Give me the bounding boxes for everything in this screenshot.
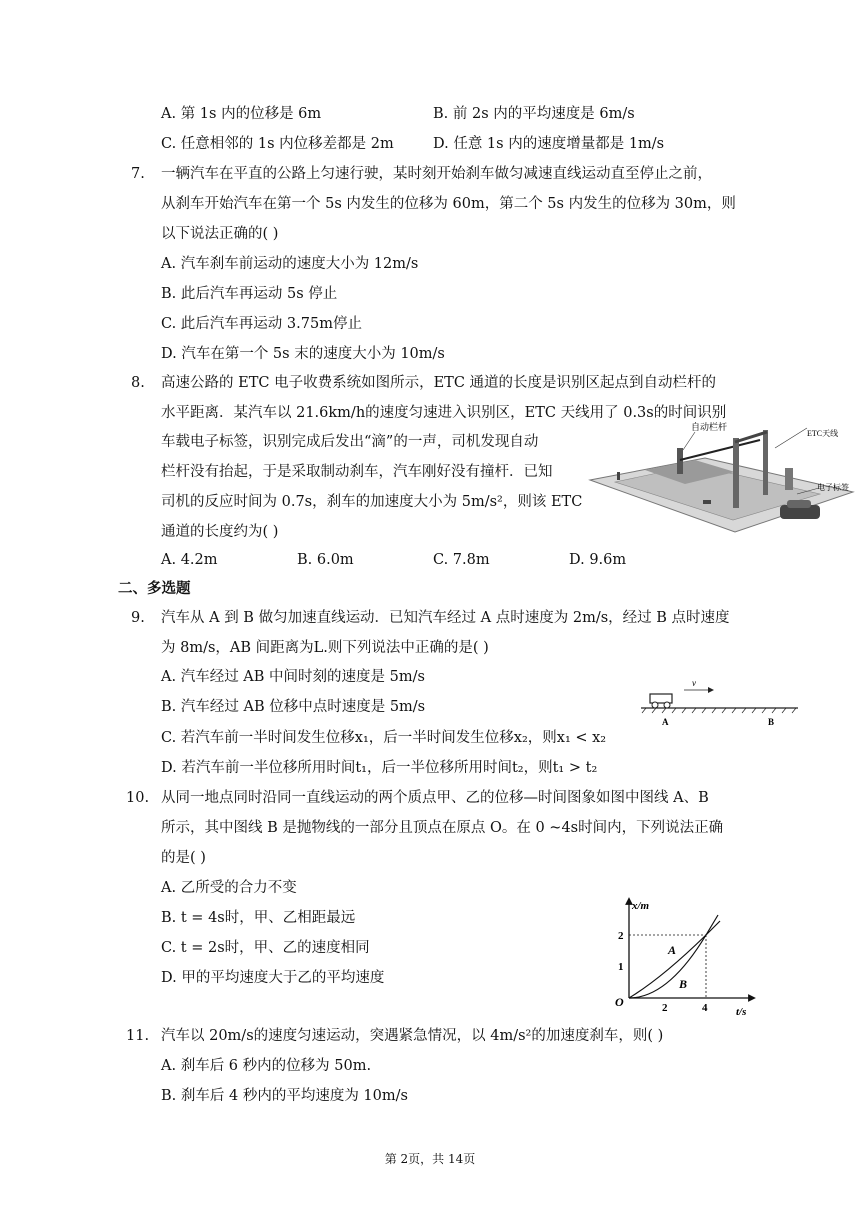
q10-line-3: 的是( ) (161, 850, 206, 866)
q6-option-b: B. 前 2s 内的平均速度是 6m/s (433, 106, 635, 122)
q9-line-2: 为 8m/s，AB 间距离为L.则下列说法中正确的是( ) (161, 640, 489, 656)
q10-option-a: A. 乙所受的合力不变 (161, 880, 297, 896)
q9-a-label: A (662, 717, 669, 727)
x-tick-4: 4 (702, 1002, 708, 1014)
etc-tag-label: 电子标签 (817, 483, 849, 492)
q9-v-label: v (692, 678, 696, 688)
q9-option-c: C. 若汽车前一半时间发生位移x₁，后一半时间发生位移x₂，则x₁ < x₂ (161, 730, 607, 746)
q6-option-d: D. 任意 1s 内的速度增量都是 1m/s (433, 136, 665, 152)
q7-line-3: 以下说法正确的( ) (161, 226, 279, 242)
x-axis-label: t/s (736, 1006, 747, 1018)
q8-line-6: 通道的长度约为( ) (161, 524, 279, 540)
q10-line-1: 从同一地点同时沿同一直线运动的两个质点甲、乙的位移—时间图象如图中图线 A、B (161, 790, 709, 806)
q11-option-b: B. 刹车后 4 秒内的平均速度为 10m/s (161, 1088, 408, 1104)
q10-line-2: 所示，其中图线 B 是抛物线的一部分且顶点在原点 O。在 0 ~4s时间内，下列说法正确 (161, 820, 724, 836)
q8-line-1: 高速公路的 ETC 电子收费系统如图所示，ETC 通道的长度是识别区起点到自动栏杆的 (161, 375, 717, 391)
etc-figure (585, 420, 855, 540)
q9-b-label: B (768, 717, 775, 727)
q9-option-a: A. 汽车经过 AB 中间时刻的速度是 5m/s (161, 669, 425, 685)
curve-a-label: A (668, 943, 677, 957)
q11-number: 11. (126, 1028, 150, 1044)
q7-option-d: D. 汽车在第一个 5s 末的速度大小为 10m/s (161, 346, 445, 362)
q8-option-a: A. 4.2m (161, 552, 218, 568)
q11-line-1: 汽车以 20m/s的速度匀速运动，突遇紧急情况，以 4m/s²的加速度刹车，则( ) (161, 1028, 664, 1044)
etc-gate-label: 自动栏杆 (691, 422, 728, 432)
q8-number: 8. (131, 375, 145, 391)
q9-line-1: 汽车从 A 到 B 做匀加速直线运动．已知汽车经过 A 点时速度为 2m/s，经过 B 点时速度 (161, 610, 730, 626)
q8-option-b: B. 6.0m (297, 552, 354, 568)
q7-option-b: B. 此后汽车再运动 5s 停止 (161, 286, 338, 302)
q8-line-2: 水平距离．某汽车以 21.6km/h的速度匀速进入识别区，ETC 天线用了 0.3s的时间识别 (161, 405, 727, 421)
y-tick-1: 1 (618, 961, 624, 973)
origin-label: O (615, 995, 624, 1009)
q10-option-d: D. 甲的平均速度大于乙的平均速度 (161, 970, 385, 986)
y-axis-label: x/m (632, 900, 650, 912)
q10-option-c: C. t = 2s时，甲、乙的速度相同 (161, 940, 370, 956)
q10-xt-graph (612, 893, 760, 1020)
q6-option-c: C. 任意相邻的 1s 内位移差都是 2m (161, 136, 394, 152)
q9-option-b: B. 汽车经过 AB 位移中点时速度是 5m/s (161, 699, 426, 715)
q7-line-2: 从刹车开始汽车在第一个 5s 内发生的位移为 60m，第二个 5s 内发生的位移为 30m，则 (161, 196, 736, 212)
curve-b-label: B (679, 977, 688, 991)
q7-option-a: A. 汽车刹车前运动的速度大小为 12m/s (161, 256, 419, 272)
q9-option-d: D. 若汽车前一半位移所用时间t₁，后一半位移所用时间t₂，则t₁ > t₂ (161, 760, 598, 776)
q8-line-5: 司机的反应时间为 0.7s，刹车的加速度大小为 5m/s²，则该 ETC (161, 494, 583, 510)
q9-number: 9. (131, 610, 145, 626)
q8-line-4: 栏杆没有抬起，于是采取制动刹车，汽车刚好没有撞杆．已知 (161, 464, 553, 480)
q8-option-d: D. 9.6m (569, 552, 627, 568)
q7-option-c: C. 此后汽车再运动 3.75m停止 (161, 316, 362, 332)
x-tick-2: 2 (662, 1002, 668, 1014)
q10-number: 10. (126, 790, 150, 806)
q10-option-b: B. t = 4s时，甲、乙相距最远 (161, 910, 356, 926)
q11-option-a: A. 刹车后 6 秒内的位移为 50m. (161, 1058, 372, 1074)
page-footer: 第 2页，共 14页 (384, 1152, 476, 1166)
y-tick-2: 2 (618, 930, 624, 942)
q8-option-c: C. 7.8m (433, 552, 490, 568)
section-title: 二、多选题 (118, 581, 191, 597)
etc-antenna-label: ETC天线 (807, 429, 839, 438)
q7-number: 7. (131, 166, 145, 182)
q9-figure (636, 672, 801, 730)
q6-option-a: A. 第 1s 内的位移是 6m (161, 106, 322, 122)
q7-line-1: 一辆汽车在平直的公路上匀速行驶，某时刻开始刹车做匀减速直线运动直至停止之前， (161, 166, 712, 182)
q8-line-3: 车载电子标签，识别完成后发出“滴”的一声，司机发现自动 (161, 434, 539, 450)
